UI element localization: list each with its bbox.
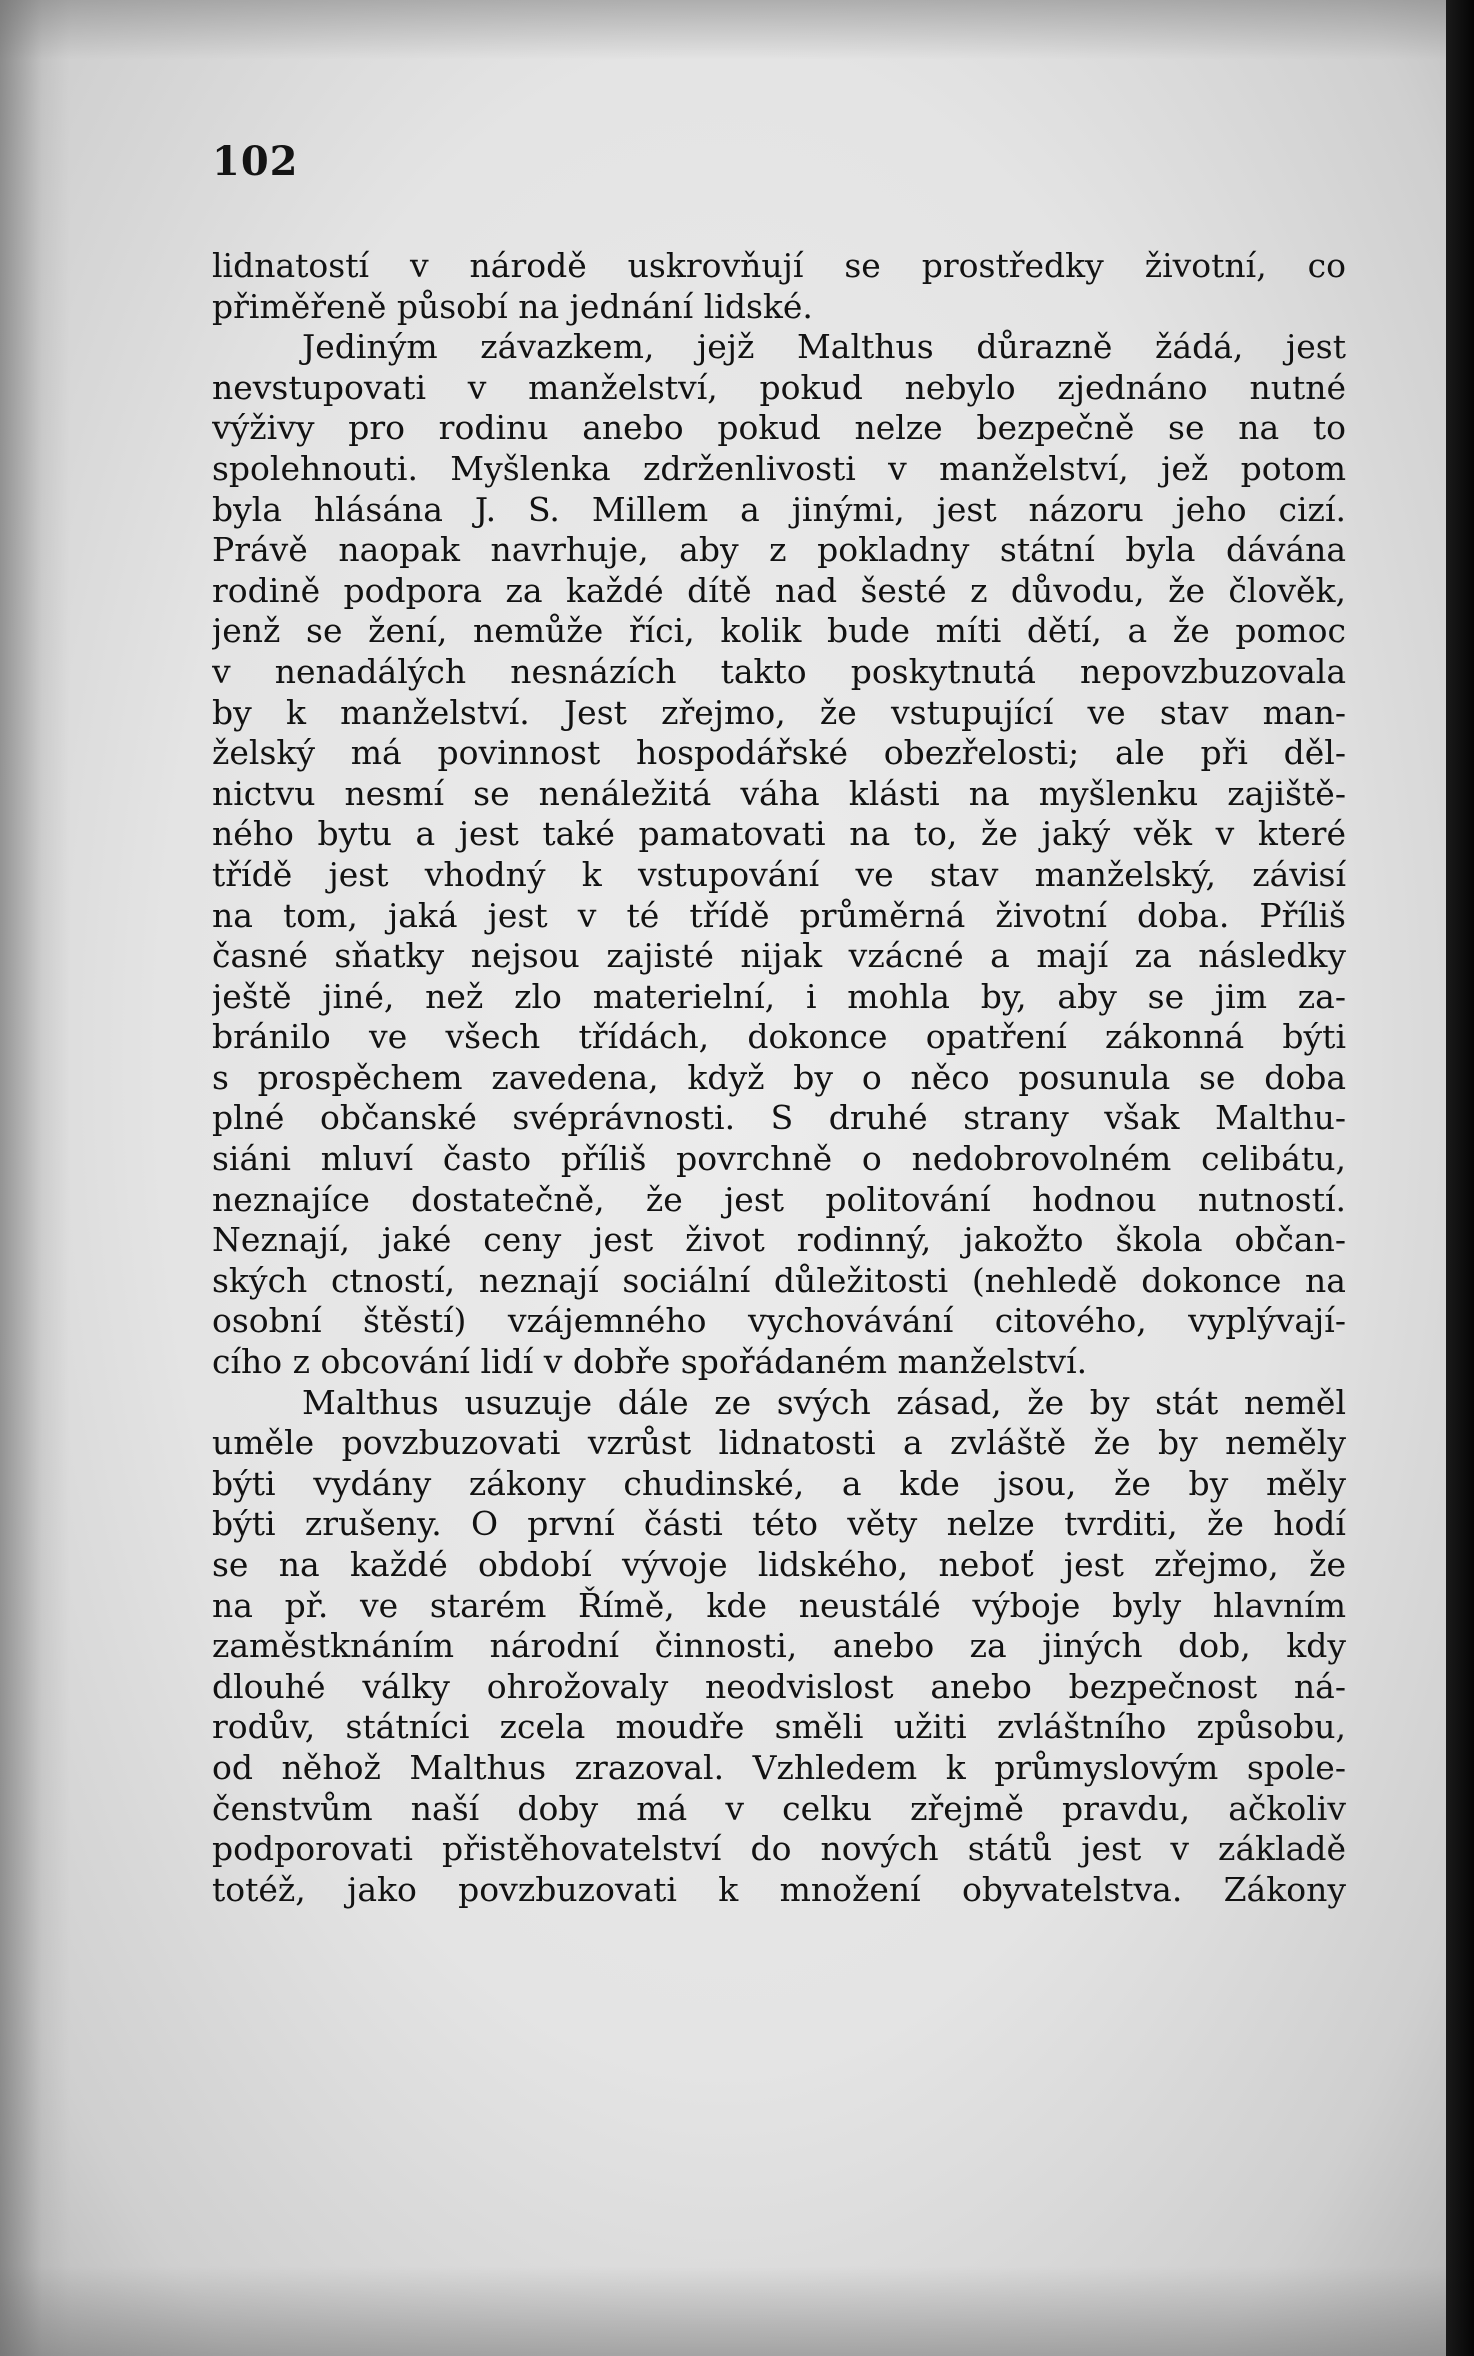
text-line: Neznají, jaké ceny jest život rodinný, jakožto škola občan- xyxy=(212,1220,1346,1260)
text-line: přiměřeně působí na jednání lidské. xyxy=(212,286,813,326)
text-line: býti vydány zákony chudinské, a kde jsou, že by měly xyxy=(212,1463,1346,1503)
text-line: spolehnouti. Myšlenka zdrženlivosti v manželství, jež potom xyxy=(212,448,1346,488)
text-line: ještě jiné, než zlo materielní, i mohla by, aby se jim za- xyxy=(212,976,1346,1016)
page-number: 102 xyxy=(212,138,299,185)
page-shadow-left xyxy=(0,0,70,2356)
text-line: by k manželství. Jest zřejmo, že vstupující ve stav man- xyxy=(212,692,1346,732)
text-line: zaměstknáním národní činnosti, anebo za jiných dob, kdy xyxy=(212,1626,1346,1666)
text-line: ného bytu a jest také pamatovati na to, že jaký věk v které xyxy=(212,814,1346,854)
text-line: ských ctností, neznají sociální důležitosti (nehledě dokonce na xyxy=(212,1260,1346,1300)
page-shadow-bottom xyxy=(0,2266,1446,2356)
text-line: nevstupovati v manželství, pokud nebylo zjednáno nutné xyxy=(212,367,1346,407)
text-line: rodině podpora za každé dítě nad šesté z důvodu, že člověk, xyxy=(212,570,1346,610)
text-line: siáni mluví často příliš povrchně o nedobrovolném celibátu, xyxy=(212,1139,1346,1179)
text-line: Malthus usuzuje dále ze svých zásad, že by stát neměl xyxy=(302,1382,1346,1422)
text-line: od něhož Malthus zrazoval. Vzhledem k průmyslovým spole- xyxy=(212,1747,1346,1787)
text-line: uměle povzbuzovati vzrůst lidnatosti a zvláště že by neměly xyxy=(212,1423,1346,1463)
book-binding-edge xyxy=(1446,0,1474,2356)
text-line: rodův, státníci zcela moudře směli užiti zvláštního způsobu, xyxy=(212,1707,1346,1747)
text-line: výživy pro rodinu anebo pokud nelze bezpečně se na to xyxy=(212,408,1346,448)
text-line: třídě jest vhodný k vstupování ve stav manželský, závisí xyxy=(212,854,1346,894)
text-line: plné občanské svéprávnosti. S druhé strany však Malthu- xyxy=(212,1098,1346,1138)
text-line: totéž, jako povzbuzovati k množení obyvatelstva. Zákony xyxy=(212,1869,1346,1909)
text-line: na př. ve starém Římě, kde neustálé výboje byly hlavním xyxy=(212,1585,1346,1625)
text-line: býti zrušeny. O první části této věty nelze tvrditi, že hodí xyxy=(212,1504,1346,1544)
page-shadow-top xyxy=(0,0,1446,60)
text-line: osobní štěstí) vzájemného vychovávání citového, vyplývají- xyxy=(212,1301,1346,1341)
text-line: bránilo ve všech třídách, dokonce opatření zákonná býti xyxy=(212,1017,1346,1057)
text-line: cího z obcování lidí v dobře spořádaném manželství. xyxy=(212,1342,1088,1382)
text-line: nictvu nesmí se nenáležitá váha klásti na myšlenku zajiště- xyxy=(212,773,1346,813)
text-line: želský má povinnost hospodářské obezřelosti; ale při děl- xyxy=(212,733,1346,773)
text-line: Jediným závazkem, jejž Malthus důrazně žádá, jest xyxy=(302,327,1346,367)
text-line: se na každé období vývoje lidského, neboť jest zřejmo, že xyxy=(212,1545,1346,1584)
text-line: lidnatostí v národě uskrovňují se prostředky životní, co xyxy=(212,246,1346,285)
text-line: čenstvům naší doby má v celku zřejmě pravdu, ačkoliv xyxy=(212,1788,1346,1828)
text-line: byla hlásána J. S. Millem a jinými, jest názoru jeho cizí. xyxy=(212,489,1346,529)
body-text xyxy=(212,246,1346,1910)
text-line: s prospěchem zavedena, když by o něco posunula se doba xyxy=(212,1057,1346,1097)
text-line: v nenadálých nesnázích takto poskytnutá nepovzbuzovala xyxy=(212,651,1346,691)
text-line: dlouhé války ohrožovaly neodvislost anebo bezpečnost ná- xyxy=(212,1666,1346,1706)
text-line: neznajíce dostatečně, že jest politování hodnou nutností. xyxy=(212,1179,1346,1219)
text-line: časné sňatky nejsou zajisté nijak vzácné a mají za následky xyxy=(212,936,1346,976)
text-line: na tom, jaká jest v té třídě průměrná životní doba. Příliš xyxy=(212,895,1346,935)
text-line: podporovati přistěhovatelství do nových států jest v základě xyxy=(212,1829,1346,1869)
text-line: Právě naopak navrhuje, aby z pokladny státní byla dávána xyxy=(212,530,1346,570)
text-line: jenž se žení, nemůže říci, kolik bude míti dětí, a že pomoc xyxy=(212,611,1346,651)
